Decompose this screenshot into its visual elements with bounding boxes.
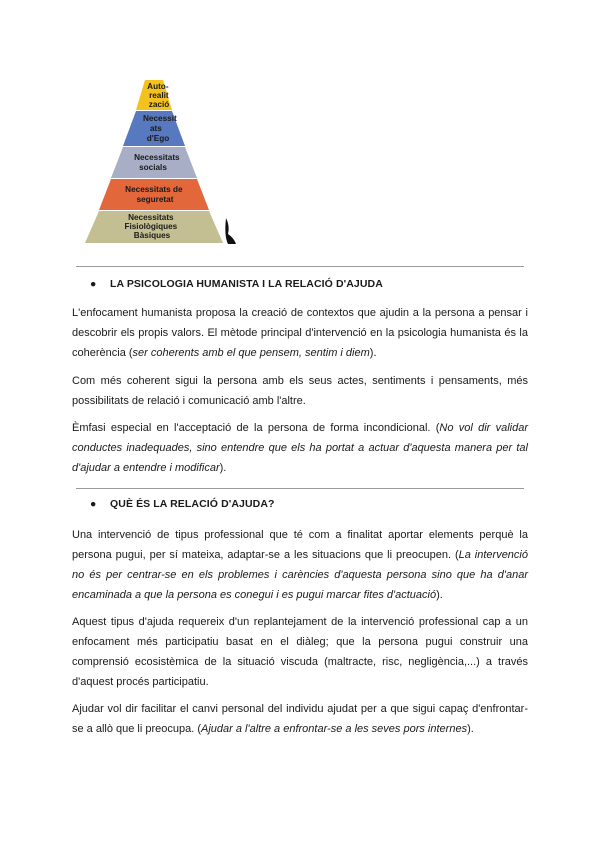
pyramid-label-1-line-1: Auto- <box>147 82 169 91</box>
section-divider <box>76 266 524 267</box>
paragraph-text: Ajudar vol dir facilitar el canvi personal del individu ajudat per a que sigui capaç d'enfrontar-se a allò que li preocupa. ( <box>72 703 528 735</box>
paragraph <box>72 699 528 739</box>
paragraph-text: L'enfocament humanista proposa la creació de contextos que ajudin a la persona a pensar i descobrir els propis valors. El mètode principal d'intervenció en la psicologia humanista és la coherència ( <box>72 307 528 359</box>
maslow-pyramid-figure <box>80 78 245 246</box>
paragraph-text-end: ). <box>436 589 443 601</box>
pyramid-label-2-line-3: d'Ego <box>146 134 170 143</box>
section-divider <box>76 488 524 489</box>
pyramid-label-4-line-1: Necessitats de <box>125 185 183 194</box>
paragraph-text-end: ). <box>219 462 227 474</box>
pyramid-label-3-line-1: Necessitats <box>134 153 180 162</box>
paragraph-text: Com més coherent sigui la persona amb els seus actes, sentiments i pensaments, més possibilitats de relació i comunicació amb l'altre. <box>72 375 528 407</box>
paragraph-italic-text: La intervenció no és per centrar-se en els problemes i carències d'aquesta persona sino que ha d'anar encaminada a que la persona es conegui i es pugui marcar fites d'actuació <box>72 549 528 601</box>
pyramid-label-1-line-3: zació <box>148 100 170 109</box>
pyramid-label-2-line-1: Necessit <box>143 114 177 123</box>
paragraph <box>72 612 528 692</box>
heading-text: LA PSICOLOGIA HUMANISTA I LA RELACIÓ D'AJUDA <box>110 278 383 290</box>
heading-text: QUÈ ÉS LA RELACIÓ D'AJUDA? <box>110 498 275 510</box>
paragraph-italic-text: Ajudar a l'altre a enfrontar-se a les seves pors internes <box>201 723 468 735</box>
pyramid-label-5-line-3: Bàsiques <box>133 231 171 240</box>
paragraph-text-end: ). <box>369 347 377 359</box>
paragraph-text: Aquest tipus d'ajuda requereix d'un replantejament de la intervenció professional cap a un enfocament més participatiu basat en el diàleg; que la persona pugui construir una comprensió ecosistèmica de la situació viscuda (maltracte, risc, negligència,...) a través d'aquest procés participatiu. <box>72 616 528 688</box>
paragraph-text-end: ). <box>467 723 474 735</box>
paragraph-text: Una intervenció de tipus professional que té com a finalitat aportar elements perquè la persona pugui, per sí mateixa, adaptar-se a les situacions que li preocupen. ( <box>72 529 528 561</box>
section-heading <box>90 498 275 510</box>
pyramid-label-5-line-2: Fisiològiques <box>124 222 178 231</box>
pyramid-shadow-mark <box>225 218 236 244</box>
paragraph-text: Èmfasi especial en l'acceptació de la persona de forma incondicional. ( <box>72 422 440 434</box>
pyramid-label-3-line-2: socials <box>139 163 167 172</box>
paragraph <box>72 371 528 411</box>
bullet-icon: ● <box>90 278 97 290</box>
svg-text:Auto- realit zació <box>147 82 171 109</box>
paragraph-italic-text: ser coherents amb el que pensem, sentim i diem <box>132 347 370 359</box>
section-heading <box>90 278 383 290</box>
paragraph <box>72 418 528 478</box>
pyramid-label-5-line-1: Necessitats <box>128 213 174 222</box>
pyramid-label-4-line-2: seguretat <box>136 195 174 204</box>
paragraph-italic-text: No vol dir validar conductes inadequades, sino entendre que els ha portat a actuar d'aquesta manera per tal d'ajudar a entendre i modificar <box>72 422 529 474</box>
bullet-icon: ● <box>90 498 97 510</box>
paragraph <box>72 303 528 363</box>
paragraph <box>72 525 528 605</box>
pyramid-label-1-line-2: realit <box>149 91 169 100</box>
pyramid-label-2-line-2: ats <box>149 124 162 133</box>
